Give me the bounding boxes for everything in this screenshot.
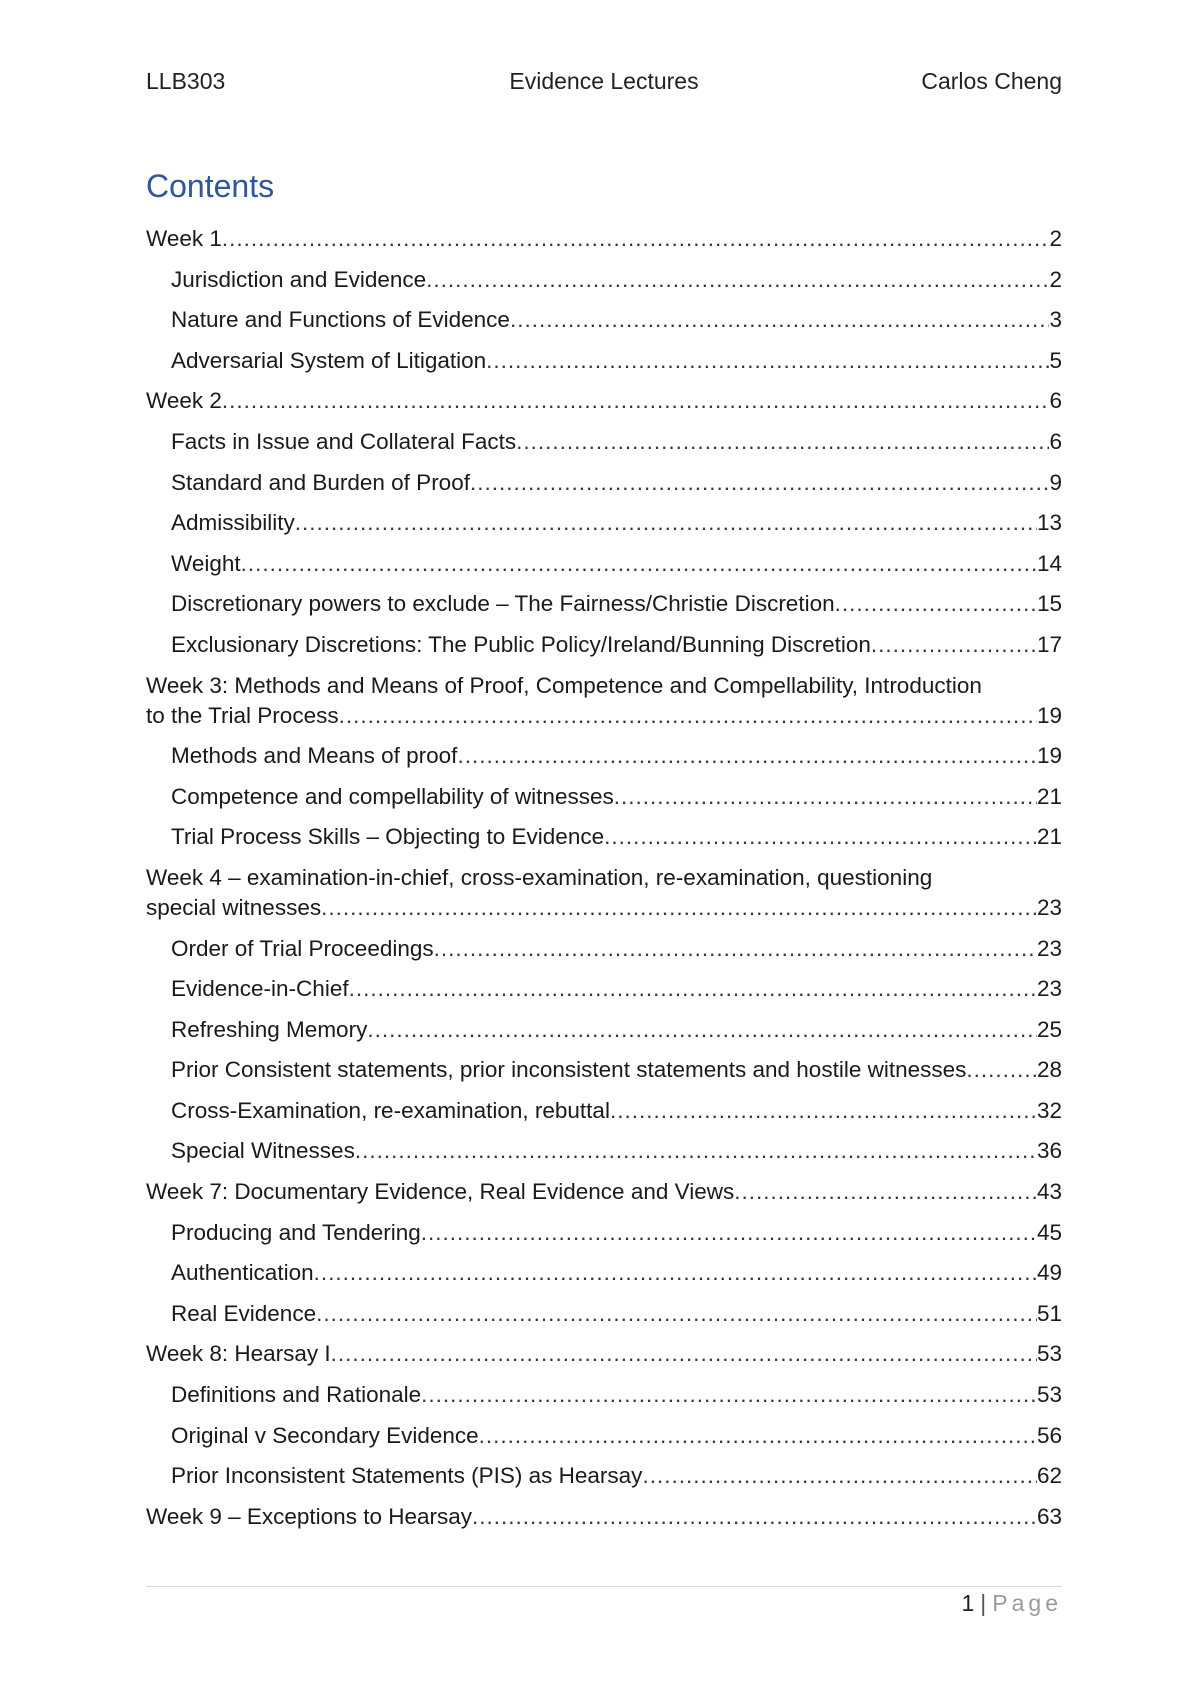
toc-dot-leader [871, 630, 1037, 660]
toc-entry[interactable] [146, 468, 1062, 498]
toc-page-number: 56 [1036, 1422, 1062, 1448]
toc-entry[interactable] [146, 934, 1062, 964]
toc-dot-leader [295, 508, 1037, 538]
toc-page-number: 51 [1036, 1300, 1062, 1326]
toc-entry-text: Facts in Issue and Collateral Facts [171, 428, 517, 454]
toc-page-number: 19 [1036, 743, 1062, 769]
toc-entry-text: Week 7: Documentary Evidence, Real Evidence and Views [146, 1179, 735, 1205]
toc-entry-text: Cross-Examination, re-examination, rebuttal [171, 1097, 610, 1123]
toc-entry[interactable] [146, 741, 1062, 771]
toc-entry-text: Week 9 – Exceptions to Hearsay [146, 1503, 472, 1529]
toc-page-number: 63 [1036, 1503, 1062, 1529]
toc-dot-leader [434, 934, 1037, 964]
toc-page-number: 62 [1036, 1463, 1062, 1489]
footer-page-number: 1 [961, 1590, 975, 1616]
toc-entry[interactable] [146, 386, 1062, 416]
toc-entry-text-line2: special witnesses [146, 894, 322, 920]
toc-dot-leader [349, 974, 1037, 1004]
toc-entry-text: Week 1 [146, 226, 222, 251]
toc-entry-text: Special Witnesses [171, 1138, 355, 1164]
toc-entry-text: Prior Inconsistent Statements (PIS) as Hearsay [171, 1463, 643, 1489]
toc-page-number: 13 [1036, 510, 1062, 536]
toc-dot-leader [426, 265, 1049, 295]
toc-page-number: 5 [1049, 347, 1062, 373]
toc-entry-text: Methods and Means of proof [171, 743, 458, 769]
toc-dot-leader [734, 1177, 1037, 1207]
toc-dot-leader [421, 1218, 1037, 1248]
toc-entry[interactable] [146, 1218, 1062, 1248]
table-of-contents [146, 224, 1062, 1542]
toc-page-number: 53 [1036, 1382, 1062, 1408]
toc-entry[interactable] [146, 1461, 1062, 1491]
toc-entry-text-line1: Week 4 – examination-in-chief, cross-examination, re-examination, questioning [146, 864, 933, 890]
toc-entry-text: Adversarial System of Litigation [171, 347, 487, 373]
toc-page-number: 9 [1049, 469, 1062, 495]
toc-entry[interactable] [146, 630, 1062, 660]
toc-entry[interactable] [146, 1421, 1062, 1451]
toc-entry-text: Producing and Tendering [171, 1219, 421, 1245]
toc-page-number: 36 [1036, 1138, 1062, 1164]
toc-page-number: 6 [1049, 428, 1062, 454]
toc-entry[interactable] [146, 671, 1062, 731]
toc-page-number: 49 [1036, 1260, 1062, 1286]
toc-dot-leader [316, 1299, 1037, 1329]
toc-entry-text: Week 2 [146, 388, 222, 414]
toc-entry-text: Evidence-in-Chief [171, 976, 349, 1002]
toc-dot-leader [516, 427, 1049, 457]
toc-dot-leader [339, 701, 1037, 731]
toc-dot-leader [321, 893, 1037, 923]
toc-entry[interactable] [146, 1055, 1062, 1085]
toc-entry[interactable] [146, 1502, 1062, 1532]
toc-entry[interactable] [146, 1015, 1062, 1045]
toc-page-number: 3 [1049, 307, 1062, 333]
toc-page-number: 21 [1036, 783, 1062, 809]
toc-dot-leader [331, 1339, 1037, 1369]
page-header [146, 68, 1062, 102]
toc-entry-text: Exclusionary Discretions: The Public Policy/Ireland/Bunning Discretion [171, 631, 871, 657]
toc-entry-text: Nature and Functions of Evidence [171, 307, 510, 333]
toc-page-number: 14 [1036, 550, 1062, 576]
toc-page-number: 19 [1036, 702, 1062, 728]
toc-entry-text: Prior Consistent statements, prior inconsistent statements and hostile witnesses [171, 1057, 967, 1083]
toc-entry[interactable] [146, 782, 1062, 812]
toc-dot-leader [835, 589, 1037, 619]
toc-entry[interactable] [146, 508, 1062, 538]
toc-entry[interactable] [146, 305, 1062, 335]
toc-entry-text: Competence and compellability of witnesses [171, 783, 614, 809]
toc-dot-leader [314, 1258, 1037, 1288]
footer-page-word: Page [992, 1590, 1062, 1616]
toc-entry[interactable] [146, 974, 1062, 1004]
toc-entry-text: Admissibility [171, 510, 295, 536]
toc-entry-text: Definitions and Rationale [171, 1382, 422, 1408]
toc-page-number: 28 [1036, 1057, 1062, 1083]
header-course-code: LLB303 [146, 68, 226, 94]
toc-entry[interactable] [146, 1380, 1062, 1410]
toc-entry[interactable] [146, 549, 1062, 579]
toc-entry-text: Standard and Burden of Proof [171, 469, 470, 495]
toc-page-number: 23 [1036, 935, 1062, 961]
toc-entry[interactable] [146, 1136, 1062, 1166]
toc-dot-leader [457, 741, 1037, 771]
toc-entry-text: Jurisdiction and Evidence [171, 266, 427, 292]
toc-page-number: 43 [1036, 1179, 1062, 1205]
toc-entry[interactable] [146, 1258, 1062, 1288]
toc-dot-leader [610, 1096, 1037, 1126]
toc-dot-leader [222, 224, 1050, 254]
toc-page-number: 23 [1036, 976, 1062, 1002]
toc-dot-leader [479, 1421, 1037, 1451]
toc-dot-leader [966, 1055, 1037, 1085]
toc-dot-leader [472, 1502, 1037, 1532]
toc-entry[interactable] [146, 1299, 1062, 1329]
toc-page-number: 2 [1049, 226, 1062, 251]
footer-separator: | [980, 1590, 987, 1616]
toc-dot-leader [355, 1136, 1037, 1166]
toc-entry-text: Authentication [171, 1260, 314, 1286]
toc-page-number: 53 [1036, 1341, 1062, 1367]
toc-page-number: 6 [1049, 388, 1062, 414]
toc-entry[interactable] [146, 589, 1062, 619]
footer-divider [146, 1586, 1062, 1587]
toc-entry-text: Weight [171, 550, 241, 576]
toc-entry[interactable] [146, 1177, 1062, 1207]
toc-entry-text-line1: Week 3: Methods and Means of Proof, Competence and Compellability, Introduction [146, 672, 982, 698]
toc-entry-text: Discretionary powers to exclude – The Fairness/Christie Discretion [171, 591, 835, 617]
toc-entry-text: Week 8: Hearsay I [146, 1341, 331, 1367]
toc-page-number: 15 [1036, 591, 1062, 617]
toc-entry[interactable] [146, 427, 1062, 457]
toc-entry-text: Original v Secondary Evidence [171, 1422, 479, 1448]
toc-entry-text: Real Evidence [171, 1300, 317, 1326]
toc-dot-leader [614, 782, 1037, 812]
toc-entry-line2 [146, 893, 1062, 923]
toc-page-number: 21 [1036, 824, 1062, 850]
toc-page-number: 23 [1036, 894, 1062, 920]
toc-entry-text-line2: to the Trial Process [146, 702, 339, 728]
toc-dot-leader [470, 468, 1050, 498]
toc-dot-leader [604, 822, 1037, 852]
toc-page-number: 32 [1036, 1097, 1062, 1123]
toc-entry[interactable] [146, 1339, 1062, 1369]
page-footer [962, 1590, 1063, 1617]
toc-entry[interactable] [146, 346, 1062, 376]
header-document-title: Evidence Lectures [509, 68, 699, 94]
toc-title: Contents [146, 168, 275, 204]
toc-dot-leader [222, 386, 1050, 416]
toc-entry[interactable] [146, 863, 1062, 923]
toc-entry[interactable] [146, 224, 1062, 254]
toc-entry-text: Order of Trial Proceedings [171, 935, 434, 961]
header-author: Carlos Cheng [921, 68, 1062, 94]
toc-entry[interactable] [146, 265, 1062, 295]
toc-entry-text: Trial Process Skills – Objecting to Evidence [171, 824, 605, 850]
toc-dot-leader [486, 346, 1049, 376]
toc-entry-text: Refreshing Memory [171, 1016, 368, 1042]
toc-dot-leader [241, 549, 1037, 579]
toc-entry[interactable] [146, 822, 1062, 852]
toc-entry-line2 [146, 701, 1062, 731]
toc-entry[interactable] [146, 1096, 1062, 1126]
toc-dot-leader [642, 1461, 1037, 1491]
toc-dot-leader [421, 1380, 1037, 1410]
toc-dot-leader [367, 1015, 1037, 1045]
toc-page-number: 25 [1036, 1016, 1062, 1042]
toc-page-number: 17 [1036, 631, 1062, 657]
toc-page-number: 45 [1036, 1219, 1062, 1245]
toc-dot-leader [510, 305, 1050, 335]
toc-page-number: 2 [1049, 266, 1062, 292]
